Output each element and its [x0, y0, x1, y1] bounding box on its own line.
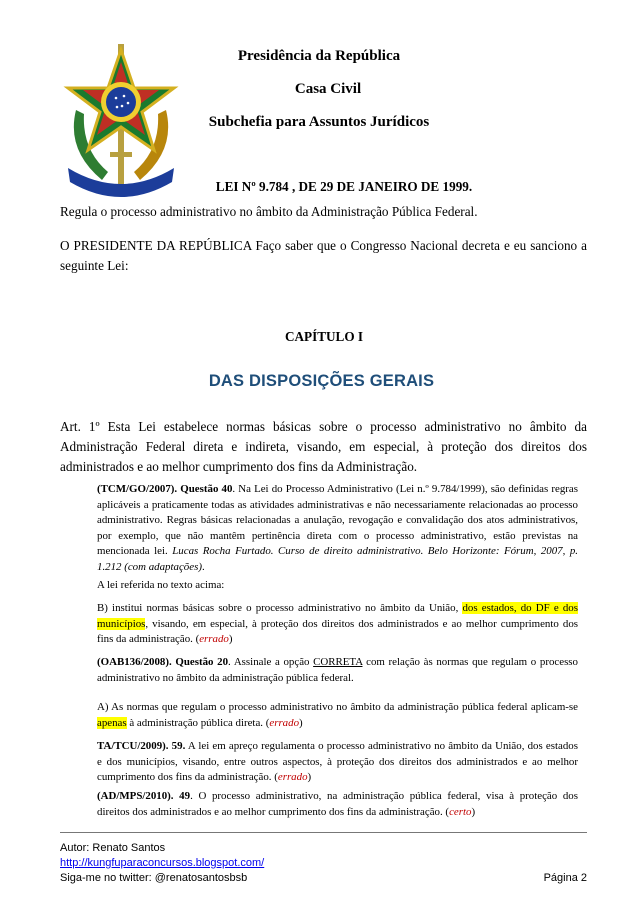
- preamble: O PRESIDENTE DA REPÚBLICA Faço saber que o Congresso Nacional decreta e eu sanciono a seguinte Lei:: [60, 238, 587, 273]
- footer-divider: [60, 832, 587, 833]
- question-source: (AD/MPS/2010). 49: [97, 790, 191, 802]
- question-text: . Na Lei do Processo Administrativo (Lei n.º 9.784/1999), são definidas regras aplicáveis a praticamente todas as atividades administrativas e não necessariamente relacionadas ao processo administrativo. Regras básicas relacionadas a anulação, revogação e convalidação dos atos administrativos, por exemplo, que não mantêm pertinência direta com o processo administrativo, estão previstas na mencionada lei.: [97, 483, 578, 558]
- footer-author: Autor: Renato Santos: [60, 842, 166, 854]
- question-citation: Lucas Rocha Furtado. Curso de direito administrativo. Belo Horizonte: Fórum, 2007, p. 1.212 (com adaptações): [97, 545, 578, 573]
- question-oab: [97, 655, 578, 686]
- answer-option-a: [97, 700, 578, 731]
- header-casa-civil: Casa Civil: [294, 81, 362, 97]
- question-text-cont: com relação às normas que regulam o processo administrativo no âmbito da administração pública federal.: [97, 656, 578, 684]
- option-text: B) institui normas básicas sobre o processo administrativo no âmbito da União,: [97, 602, 463, 614]
- header-presidencia: Presidência da República: [237, 48, 401, 64]
- citation-end: .: [201, 560, 205, 573]
- footer-twitter: Siga-me no twitter: @renatosantosbsb: [60, 872, 248, 884]
- question-text: A lei em apreço regulamenta o processo administrativo no âmbito da União, dos estados e dos municípios, visando, entre outros aspectos, à proteção dos direitos dos administrados e ao melhor cumprimento dos fins da administração. (: [97, 740, 578, 784]
- question-text: . Assinale a opção: [228, 656, 314, 668]
- underlined-text: CORRETA: [313, 656, 363, 668]
- footer-blog-link[interactable]: http://kungfuparaconcursos.blogspot.com/: [60, 857, 265, 869]
- verdict-close: ): [228, 633, 233, 646]
- page-number: Página 2: [543, 872, 587, 884]
- question-prompt: A lei referida no texto acima:: [97, 579, 225, 591]
- verdict-close: ): [471, 805, 476, 818]
- verdict-label: errado: [277, 771, 308, 784]
- verdict-close: ): [299, 716, 303, 729]
- verdict-label: errado: [199, 633, 229, 646]
- section-title: DAS DISPOSIÇÕES GERAIS: [208, 372, 435, 390]
- option-text-cont: , visando, em especial, à proteção dos direitos dos administrados e ao melhor cumprimento dos fins da administração. (: [97, 617, 578, 646]
- chapter-title: CAPÍTULO I: [284, 329, 364, 344]
- question-text: . O processo administrativo, na administração pública federal, visa à proteção dos direitos dos administrados e ao melhor cumprimento dos fins da administração. (: [97, 790, 578, 818]
- law-summary: Regula o processo administrativo no âmbito da Administração Pública Federal.: [60, 204, 478, 219]
- question-ta-tcu: [97, 739, 578, 786]
- option-text: A) As normas que regulam o processo administrativo no âmbito da administração pública federal aplicam-se: [97, 701, 578, 713]
- highlighted-text: dos estados, do DF e dos municípios: [97, 602, 578, 630]
- article-1: Art. 1º Esta Lei estabelece normas básicas sobre o processo administrativo no âmbito da Administração Federal direta e indireta, visando, em especial, à proteção dos direitos dos administrados e ao melhor cumprimento dos fins da Administração.: [60, 419, 587, 474]
- option-text-cont: à administração pública direta. (: [126, 716, 270, 729]
- question-ad-mps: [97, 789, 578, 820]
- question-tcm-go: [97, 482, 578, 576]
- verdict-close: ): [307, 771, 312, 784]
- question-source: TA/TCU/2009). 59.: [97, 740, 186, 752]
- question-source: (TCM/GO/2007). Questão 40: [97, 483, 233, 495]
- highlighted-text: apenas: [97, 716, 127, 729]
- verdict-label: errado: [269, 716, 300, 729]
- law-title: LEI Nº 9.784 , DE 29 DE JANEIRO DE 1999.: [215, 179, 473, 194]
- verdict-label: certo: [449, 805, 472, 818]
- question-source: (OAB136/2008). Questão 20: [97, 656, 229, 668]
- header-subchefia: Subchefia para Assuntos Jurídicos: [208, 114, 430, 130]
- answer-option-b: [97, 601, 578, 648]
